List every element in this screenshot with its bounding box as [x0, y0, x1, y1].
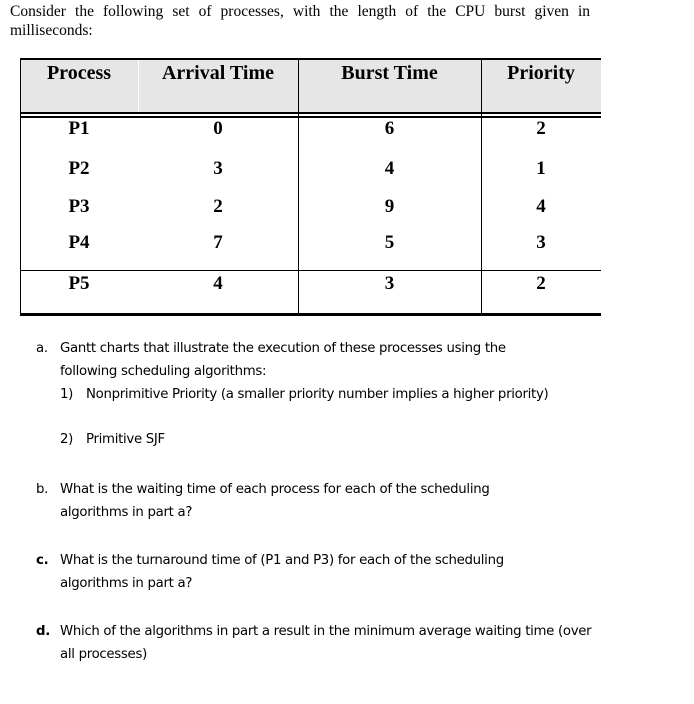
question-d — [36, 620, 600, 666]
table-cell: 2 — [213, 196, 223, 217]
question-text: Gantt charts that illustrate the execution of these processes using the following scheduling algorithms: — [60, 341, 506, 379]
table-cell: 5 — [384, 232, 395, 253]
item-text: Nonprimitive Priority (a smaller priority number implies a higher priority) — [86, 387, 549, 402]
marker: b. — [36, 482, 49, 497]
table-cell: 6 — [384, 118, 395, 139]
table-cell: 3 — [536, 232, 546, 253]
table-cell: 4 — [213, 273, 223, 294]
header-process: Process — [46, 62, 112, 84]
table-cell: 0 — [213, 118, 223, 139]
table-cell: 9 — [384, 196, 395, 217]
process-table — [20, 58, 601, 315]
table-cell: 4 — [384, 158, 395, 179]
question-b — [36, 478, 540, 524]
header-burst-time: Burst Time — [341, 62, 438, 84]
header-priority: Priority — [507, 62, 575, 84]
table-cell: 7 — [213, 232, 223, 253]
marker: 1) — [60, 387, 74, 402]
question-c — [36, 549, 550, 595]
intro-text: Consider the following set of processes, with the length of the CPU burst given in milliseconds: — [10, 3, 590, 39]
marker: c. — [36, 553, 49, 568]
table-cell: P1 — [68, 118, 90, 139]
marker: d. — [36, 624, 50, 639]
marker: 2) — [60, 432, 74, 447]
question-text: What is the turnaround time of (P1 and P3) for each of the scheduling algorithms in part a? — [60, 553, 504, 591]
divider — [20, 270, 601, 271]
table-cell: 2 — [536, 118, 546, 139]
table-cell: P4 — [68, 232, 90, 253]
question-a — [36, 337, 596, 451]
item-text: Primitive SJF — [86, 432, 165, 447]
table-cell: 4 — [536, 196, 546, 217]
question-text: Which of the algorithms in part a result in the minimum average waiting time (over all processes) — [60, 624, 592, 662]
table-cell: P2 — [68, 158, 90, 179]
table-cell: 3 — [213, 158, 223, 179]
table-cell: 2 — [536, 273, 546, 294]
header-arrival-time: Arrival Time — [161, 62, 275, 84]
table-cell: P5 — [68, 273, 90, 294]
table-cell: 1 — [536, 158, 546, 179]
table-cell: P3 — [68, 196, 90, 217]
divider — [20, 313, 601, 316]
marker: a. — [36, 341, 48, 356]
question-text: What is the waiting time of each process for each of the scheduling algorithms in part a? — [60, 482, 490, 520]
table-cell: 3 — [384, 273, 395, 294]
